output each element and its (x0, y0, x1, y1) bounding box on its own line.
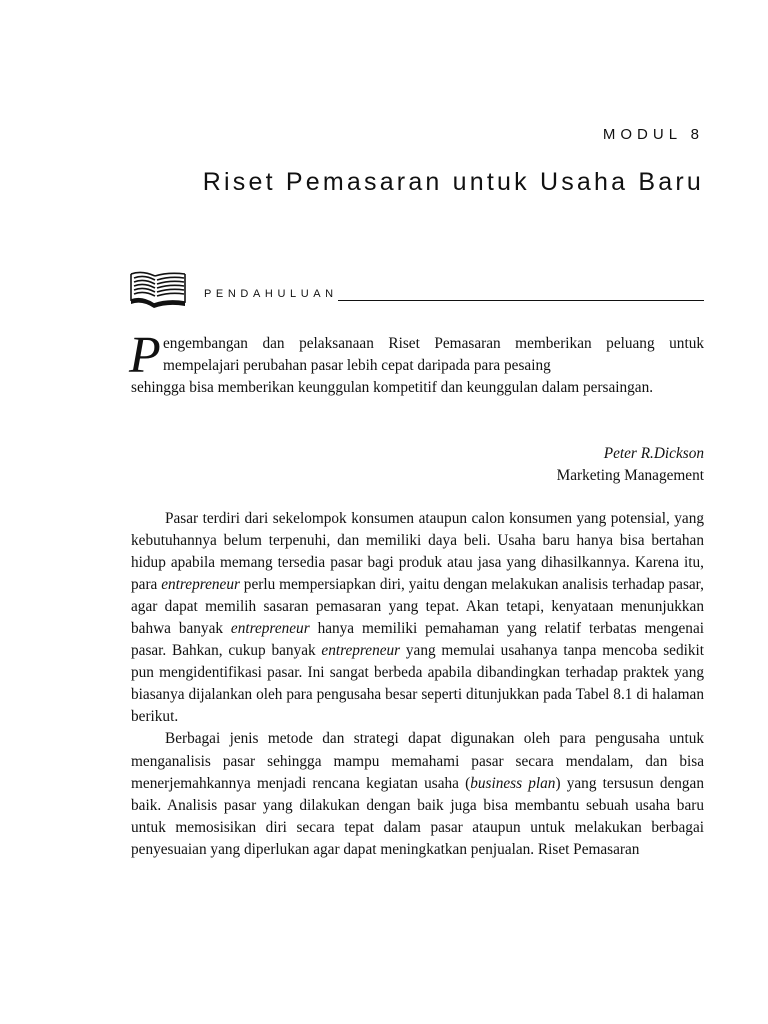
paragraph-2: Berbagai jenis metode dan strategi dapat digunakan oleh para pengusaha untuk menganalisis pasar sehingga mampu memahami pasar secara mendalam, dan bisa menerjemahkannya menjadi rencana kegiatan usaha (business plan) yang tersusun dengan baik. Analisis pasar yang dilakukan dengan baik juga bisa membantu sebuah usaha baru untuk memosisikan diri secara tepat dalam pasar ataupun untuk melakukan berbagai penyesuaian yang diperlukan agar dapat meningkatkan penjualan. Riset Pemasaran (131, 730, 704, 858)
section-heading (204, 285, 704, 301)
epigraph-rest: sehingga bisa memberikan keunggulan kompetitif dan keunggulan dalam persaingan. (131, 379, 654, 397)
open-book-icon (128, 270, 188, 310)
paragraph-1: Pasar terdiri dari sekelompok konsumen ataupun calon konsumen yang potensial, yang kebutuhannya belum terpenuhi, dan memiliki daya beli. Usaha baru hanya bisa bertahan hidup apabila memang tersedia pasar bagi produk atau jasa yang dihasilkannya. Karena itu, para entrepreneur perlu mempersiapkan diri, yaitu dengan melakukan analisis terhadap pasar, agar dapat memilih sasaran pemasaran yang tepat. Akan tetapi, kenyataan menunjukkan bahwa banyak entrepreneur hanya memiliki pemahaman yang relatif terbatas mengenai pasar. Bahkan, cukup banyak entrepreneur yang memulai usahanya tanpa mencoba sedikit pun mengidentifikasi pasar. Ini sangat berbeda apabila dibandingkan terhadap praktek yang biasanya dijalankan oleh para pengusaha besar seperti ditunjukkan pada Tabel 8.1 di halaman berikut. (131, 510, 704, 726)
section-label: PENDAHULUAN (204, 288, 338, 300)
epigraph-source: Marketing Management (556, 467, 704, 484)
drop-cap: P (129, 327, 161, 384)
epigraph-first-lines: engembangan dan pelaksanaan Riset Pemasaran memberikan peluang untuk mempelajari perubahan pasar lebih cepat daripada para pesaing (163, 335, 704, 375)
section-divider (338, 300, 704, 301)
chapter-title: Riset Pemasaran untuk Usaha Baru (202, 168, 704, 196)
module-label: MODUL 8 (602, 126, 704, 143)
body-text (131, 508, 704, 861)
epigraph-author: Peter R.Dickson (603, 445, 704, 462)
